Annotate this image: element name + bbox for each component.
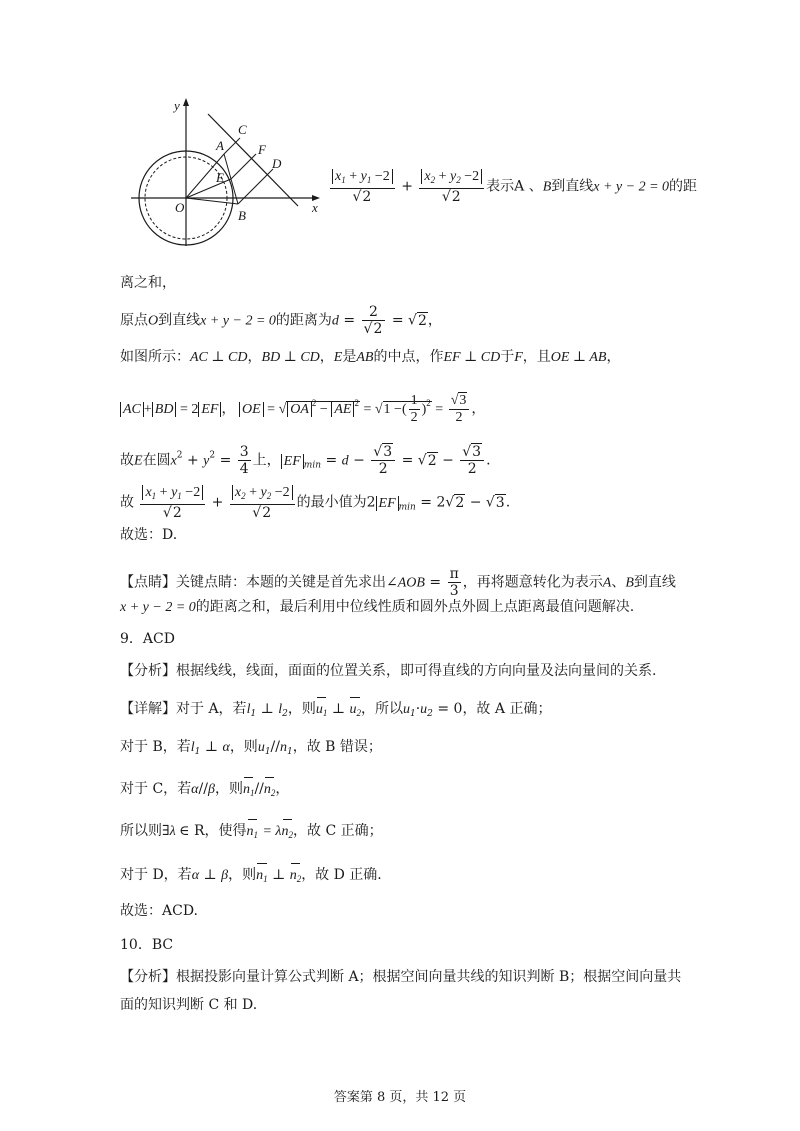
q9-detail-c: 对于 C，若α//β，则$n_1//n_2$， xyxy=(120,776,289,804)
x-axis-label: x xyxy=(312,200,318,215)
q9-detail-c-cont: 所以则∃λ ∈ R，使得$n_1 = \lambda n_2$，故 C 正确； xyxy=(120,818,383,846)
question-9-header: 9．ACD xyxy=(120,631,175,647)
point-label-b: B xyxy=(238,208,246,223)
key-point-continued: x + y − 2 = 0的距离之和，最后利用中位线性质和圆外点外圆上点距离最值问题解决. xyxy=(120,599,635,615)
point-label-c: C xyxy=(238,122,247,137)
key-point-line: 【点睛】关键点睛：本题的关键是首先求出∠AOB = $\frac{\pi}{3}$ ，再将题意转化为表示A、B到直线 xyxy=(120,566,676,599)
circle-locus-line: 故E在圆$x^2 + y^2$ = $\frac{3}{4}$ 上， EF $_{min}$ = d − $\frac{√3}{2}$ = √2 − $\frac{√3}{2}$ . xyxy=(120,444,491,477)
q10-analysis: 【分析】根据投影向量计算公式判断 A；根据空间向量共线的知识判断 B；根据空间向量共 xyxy=(120,969,682,985)
geometry-figure xyxy=(126,96,336,256)
length-relation-line: AC + BD = 2 EF ， OE = √ OA $^2$ − AE $^2$ = √1 −( $\frac{1}{2}$ )$^2$ = $\frac{√3}{2}$ ， xyxy=(120,392,485,426)
q9-analysis: 【分析】根据线线，线面，面面的位置关系，即可得直线的方向向量及法向量间的关系. xyxy=(120,663,657,679)
origin-distance-line: 原点O到直线x + y − 2 = 0的距离为d = $\frac{2}{√2}$ = √2， xyxy=(120,304,442,337)
minimum-value-line: 故 $\frac{x_1 + y_1 -2}{√2}$ + $\frac{x_2 + y_2 -2}{√2}$ 的最小值为2 EF $_{min}$ = 2√2 − √3. xyxy=(120,485,511,521)
point-label-e: E xyxy=(216,170,224,185)
page-footer: 答案第 8 页，共 12 页 xyxy=(333,1090,467,1105)
question-10-header: 10．BC xyxy=(120,937,174,953)
q9-detail-a: 【详解】对于 A，若$l_1$ ⊥ $l_2$，则$u_1$ ⊥ $u_2$，所以$u_1\cdot u_2 = 0$，故 A 正确； xyxy=(120,696,551,725)
point-label-f: F xyxy=(258,142,266,157)
distance-sum-line: $\frac{x_1 + y_1 -2}{√2}$ + $\frac{x_2 + y_2 -2}{√2}$ 表示A 、B到直线x + y − 2 = 0的距 xyxy=(328,168,697,205)
q10-analysis-cont: 面的知识判断 C 和 D. xyxy=(120,997,258,1013)
distance-sum-continued: 离之和， xyxy=(120,275,176,291)
point-label-d: D xyxy=(272,156,282,171)
q9-detail-b: 对于 B，若$l_1$ ⊥ α，则$u_1//n_1$，故 B 错误； xyxy=(120,739,382,757)
q9-detail-d: 对于 D，若α ⊥ β，则$n_1$ ⊥ $n_2$，故 D 正确. xyxy=(120,862,382,890)
answer-line-8: 故选：D. xyxy=(120,527,178,543)
point-label-o: O xyxy=(175,200,185,215)
figure-description-line: 如图所示：AC ⊥ CD，BD ⊥ CD，E是AB的中点，作EF ⊥ CD于F，且OE ⊥ AB， xyxy=(120,349,621,365)
point-label-a: A xyxy=(216,138,224,153)
y-axis-label: y xyxy=(174,98,180,113)
answer-line-9: 故选：ACD. xyxy=(120,903,198,919)
